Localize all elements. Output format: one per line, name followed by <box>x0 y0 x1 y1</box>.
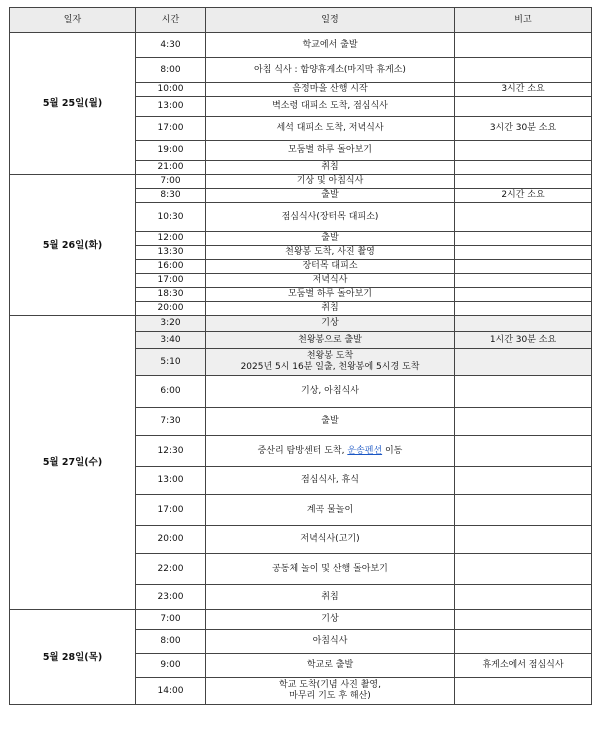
time-cell: 7:00 <box>136 610 206 630</box>
schedule-table <box>9 7 592 705</box>
schedule-cell <box>206 232 455 246</box>
schedule-text: 기상 <box>321 318 339 328</box>
note-cell <box>455 526 592 554</box>
schedule-cell <box>206 288 455 302</box>
schedule-cell <box>206 630 455 654</box>
schedule-text: 취침 <box>321 162 339 172</box>
note-cell: 3시간 소요 <box>455 83 592 97</box>
schedule-text: 취침 <box>321 303 339 313</box>
note-cell <box>455 175 592 189</box>
note-cell <box>455 495 592 526</box>
schedule-text: 학교 도착(기념 사진 촬영, <box>279 680 381 690</box>
date-cell: 5월 25일(월) <box>10 33 136 175</box>
note-cell <box>455 161 592 175</box>
schedule-text: 모둠별 하루 돌아보기 <box>288 145 372 155</box>
schedule-cell <box>206 175 455 189</box>
note-cell <box>455 203 592 232</box>
schedule-text: 점심식사(장터목 대피소) <box>281 211 379 222</box>
time-cell: 13:00 <box>136 97 206 117</box>
time-cell: 19:00 <box>136 141 206 161</box>
schedule-cell <box>206 467 455 495</box>
schedule-text: 출발 <box>321 190 339 200</box>
schedule-text: 학교로 출발 <box>306 660 354 670</box>
schedule-cell <box>206 117 455 141</box>
schedule-text: 계곡 물놀이 <box>306 504 354 515</box>
schedule-text: 아침식사 <box>312 636 348 646</box>
schedule-cell <box>206 274 455 288</box>
schedule-cell <box>206 585 455 610</box>
date-cell: 5월 27일(수) <box>10 316 136 610</box>
schedule-text: 저녁식사 <box>312 275 348 285</box>
time-cell: 21:00 <box>136 161 206 175</box>
note-cell <box>455 610 592 630</box>
time-cell: 3:40 <box>136 332 206 349</box>
time-cell: 6:00 <box>136 376 206 408</box>
note-cell <box>455 274 592 288</box>
note-cell <box>455 554 592 585</box>
time-cell: 13:30 <box>136 246 206 260</box>
table-row <box>10 33 592 58</box>
time-cell: 17:00 <box>136 274 206 288</box>
time-cell: 4:30 <box>136 33 206 58</box>
note-cell <box>455 376 592 408</box>
time-cell: 20:00 <box>136 302 206 316</box>
schedule-text: 모둠별 하루 돌아보기 <box>288 289 372 299</box>
time-cell: 16:00 <box>136 260 206 274</box>
schedule-cell <box>206 58 455 83</box>
schedule-text: 천왕봉 도착, 사진 촬영 <box>285 247 375 257</box>
schedule-text: 기상, 아침식사 <box>301 386 359 396</box>
schedule-text: 저녁식사(고기) <box>300 534 360 544</box>
time-cell: 23:00 <box>136 585 206 610</box>
note-cell: 3시간 30분 소요 <box>455 117 592 141</box>
schedule-text: 기상 및 아침식사 <box>296 176 364 186</box>
note-cell <box>455 316 592 332</box>
note-cell <box>455 260 592 274</box>
schedule-text: 아침 식사 : 함양휴게소(마지막 휴게소) <box>254 64 406 75</box>
time-cell: 8:00 <box>136 630 206 654</box>
schedule-text-line2: 2025년 5시 16분 일출, 천왕봉에 5시경 도착 <box>240 362 420 372</box>
schedule-cell <box>206 376 455 408</box>
time-cell: 9:00 <box>136 654 206 678</box>
schedule-cell <box>206 610 455 630</box>
header-schedule: 일정 <box>206 8 455 33</box>
note-cell <box>455 97 592 117</box>
note-cell: 휴게소에서 점심식사 <box>455 654 592 678</box>
schedule-text: 세석 대피소 도착, 저녁식사 <box>276 123 384 133</box>
schedule-text: 천왕봉 도착 <box>306 351 354 361</box>
note-cell <box>455 246 592 260</box>
note-cell <box>455 349 592 376</box>
schedule-cell <box>206 349 455 376</box>
schedule-text: 음정마을 산행 시작 <box>292 84 368 94</box>
schedule-text: 기상 <box>321 614 339 624</box>
schedule-text: 학교에서 출발 <box>302 39 358 50</box>
note-cell: 2시간 소요 <box>455 189 592 203</box>
schedule-cell <box>206 654 455 678</box>
pension-link[interactable]: 운송펜션 <box>347 445 383 456</box>
schedule-text: 벽소령 대피소 도착, 점심식사 <box>272 101 388 111</box>
schedule-text: 중산리 탐방센터 도착, <box>257 445 345 456</box>
schedule-cell <box>206 316 455 332</box>
time-cell: 17:00 <box>136 117 206 141</box>
schedule-cell <box>206 495 455 526</box>
note-cell <box>455 585 592 610</box>
schedule-cell <box>206 678 455 705</box>
schedule-text-after: 이동 <box>384 445 403 456</box>
note-cell <box>455 630 592 654</box>
schedule-cell <box>206 141 455 161</box>
note-cell <box>455 141 592 161</box>
schedule-cell <box>206 97 455 117</box>
schedule-text: 점심식사, 휴식 <box>301 475 359 485</box>
schedule-text: 장터목 대피소 <box>302 261 358 271</box>
note-cell <box>455 408 592 436</box>
schedule-text: 취침 <box>321 591 339 602</box>
note-cell <box>455 678 592 705</box>
time-cell: 8:00 <box>136 58 206 83</box>
time-cell: 7:30 <box>136 408 206 436</box>
schedule-cell <box>206 408 455 436</box>
note-cell <box>455 302 592 316</box>
schedule-cell <box>206 260 455 274</box>
note-cell: 1시간 30분 소요 <box>455 332 592 349</box>
schedule-cell <box>206 161 455 175</box>
note-cell <box>455 58 592 83</box>
note-cell <box>455 467 592 495</box>
table-row <box>10 316 592 332</box>
time-cell: 22:00 <box>136 554 206 585</box>
schedule-text: 천왕봉으로 출발 <box>298 334 362 345</box>
schedule-cell <box>206 33 455 58</box>
time-cell: 18:30 <box>136 288 206 302</box>
time-cell: 5:10 <box>136 349 206 376</box>
schedule-text: 출발 <box>321 416 339 426</box>
time-cell: 8:30 <box>136 189 206 203</box>
header-date: 일자 <box>10 8 136 33</box>
time-cell: 13:00 <box>136 467 206 495</box>
header-time: 시간 <box>136 8 206 33</box>
note-cell <box>455 33 592 58</box>
schedule-cell <box>206 526 455 554</box>
time-cell: 20:00 <box>136 526 206 554</box>
header-row <box>10 8 592 33</box>
header-note: 비고 <box>455 8 592 33</box>
schedule-cell <box>206 189 455 203</box>
schedule-cell <box>206 436 455 467</box>
schedule-text-line2: 마무리 기도 후 해산) <box>289 691 371 701</box>
note-cell <box>455 288 592 302</box>
note-cell <box>455 232 592 246</box>
time-cell: 3:20 <box>136 316 206 332</box>
date-cell: 5월 28일(목) <box>10 610 136 705</box>
schedule-cell <box>206 203 455 232</box>
time-cell: 14:00 <box>136 678 206 705</box>
time-cell: 10:30 <box>136 203 206 232</box>
table-row <box>10 175 592 189</box>
table-row <box>10 610 592 630</box>
schedule-cell <box>206 332 455 349</box>
time-cell: 12:00 <box>136 232 206 246</box>
date-cell: 5월 26일(화) <box>10 175 136 316</box>
schedule-cell <box>206 83 455 97</box>
time-cell: 7:00 <box>136 175 206 189</box>
note-cell <box>455 436 592 467</box>
time-cell: 12:30 <box>136 436 206 467</box>
time-cell: 17:00 <box>136 495 206 526</box>
time-cell: 10:00 <box>136 83 206 97</box>
schedule-text: 출발 <box>321 233 339 243</box>
schedule-cell <box>206 302 455 316</box>
schedule-cell <box>206 554 455 585</box>
schedule-cell <box>206 246 455 260</box>
schedule-text: 공동체 놀이 및 산행 돌아보기 <box>272 563 388 574</box>
